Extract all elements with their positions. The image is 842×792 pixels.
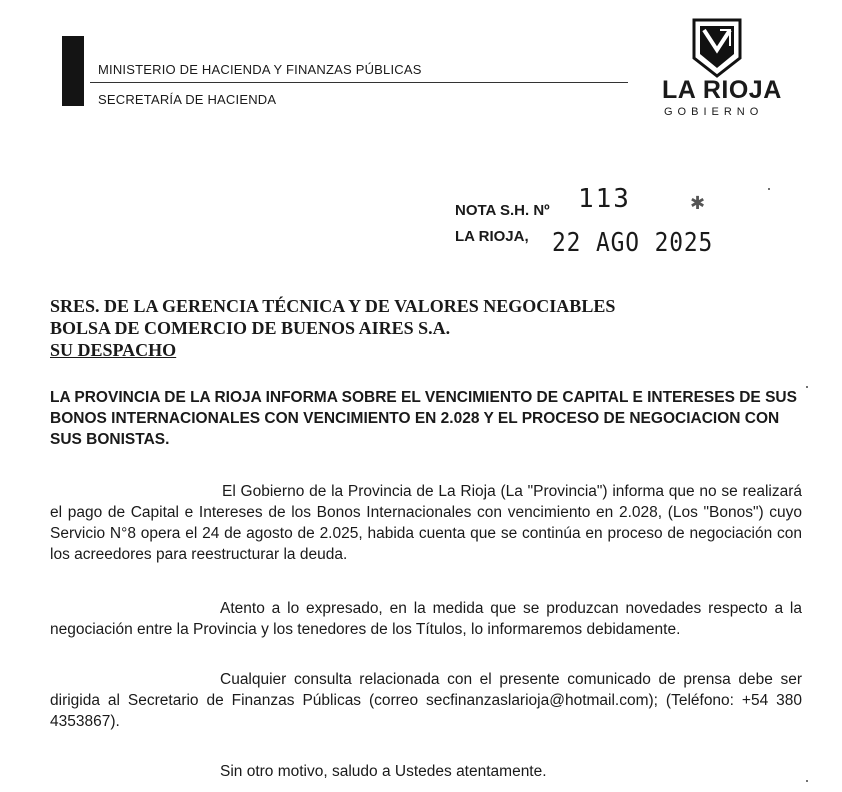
la-rioja-emblem-icon bbox=[690, 16, 744, 80]
addressee-line-2: BOLSA DE COMERCIO DE BUENOS AIRES S.A. bbox=[50, 318, 451, 338]
place-label: LA RIOJA, bbox=[455, 228, 529, 245]
logo-subtitle: GOBIERNO bbox=[664, 106, 764, 118]
addressee-line-1: SRES. DE LA GERENCIA TÉCNICA Y DE VALORES NEGOCIABLES bbox=[50, 296, 616, 316]
body-paragraph-1: El Gobierno de la Provincia de La Rioja (La "Provincia") informa que no se realizará el pago de Capital e Intereses de los Bonos Internacionales con vencimiento en 2.028, (Los "Bonos") cuyo Servicio N°8 opera el 24 de agosto de 2.025, habida cuenta que se continúa en proceso de negociación con los acreedores para reestructurar la deuda. bbox=[50, 483, 802, 563]
body-paragraph-3: Cualquier consulta relacionada con el presente comunicado de prensa debe ser dirigida al Secretario de Finanzas Públicas (correo secfinanzaslarioja@hotmail.com); (Teléfono: +54 380 4353867). bbox=[50, 671, 802, 730]
scan-speck bbox=[768, 188, 770, 190]
subject-heading: LA PROVINCIA DE LA RIOJA INFORMA SOBRE EL VENCIMIENTO DE CAPITAL E INTERESES DE SUS BONOS INTERNACIONALES CON VENCIMIENTO EN 2.028 Y EL PROCESO DE NEGOCIACION CON SUS BONISTAS. bbox=[50, 389, 797, 448]
addressee-line-3: SU DESPACHO bbox=[50, 340, 177, 360]
secretaria-name: SECRETARÍA DE HACIENDA bbox=[98, 92, 277, 107]
ministry-name: MINISTERIO DE HACIENDA Y FINANZAS PÚBLICAS bbox=[98, 62, 422, 77]
logo-name: LA RIOJA bbox=[662, 76, 782, 104]
letterhead-bar bbox=[62, 36, 84, 106]
body-paragraph-2: Atento a lo expresado, en la medida que se produzcan novedades respecto a la negociación entre la Provincia y los tenedores de los Títulos, lo informaremos debidamente. bbox=[50, 600, 802, 638]
note-number-label: NOTA S.H. Nº bbox=[455, 202, 550, 219]
date-stamp: 22 AGO 2025 bbox=[552, 228, 714, 258]
scan-speck bbox=[806, 780, 808, 782]
scan-speck bbox=[806, 386, 808, 388]
letterhead-rule bbox=[90, 82, 628, 83]
note-number: 113 bbox=[578, 184, 631, 214]
closing-line: Sin otro motivo, saludo a Ustedes atentamente. bbox=[220, 763, 547, 780]
stamp-mark-icon: ✱ bbox=[690, 193, 706, 213]
